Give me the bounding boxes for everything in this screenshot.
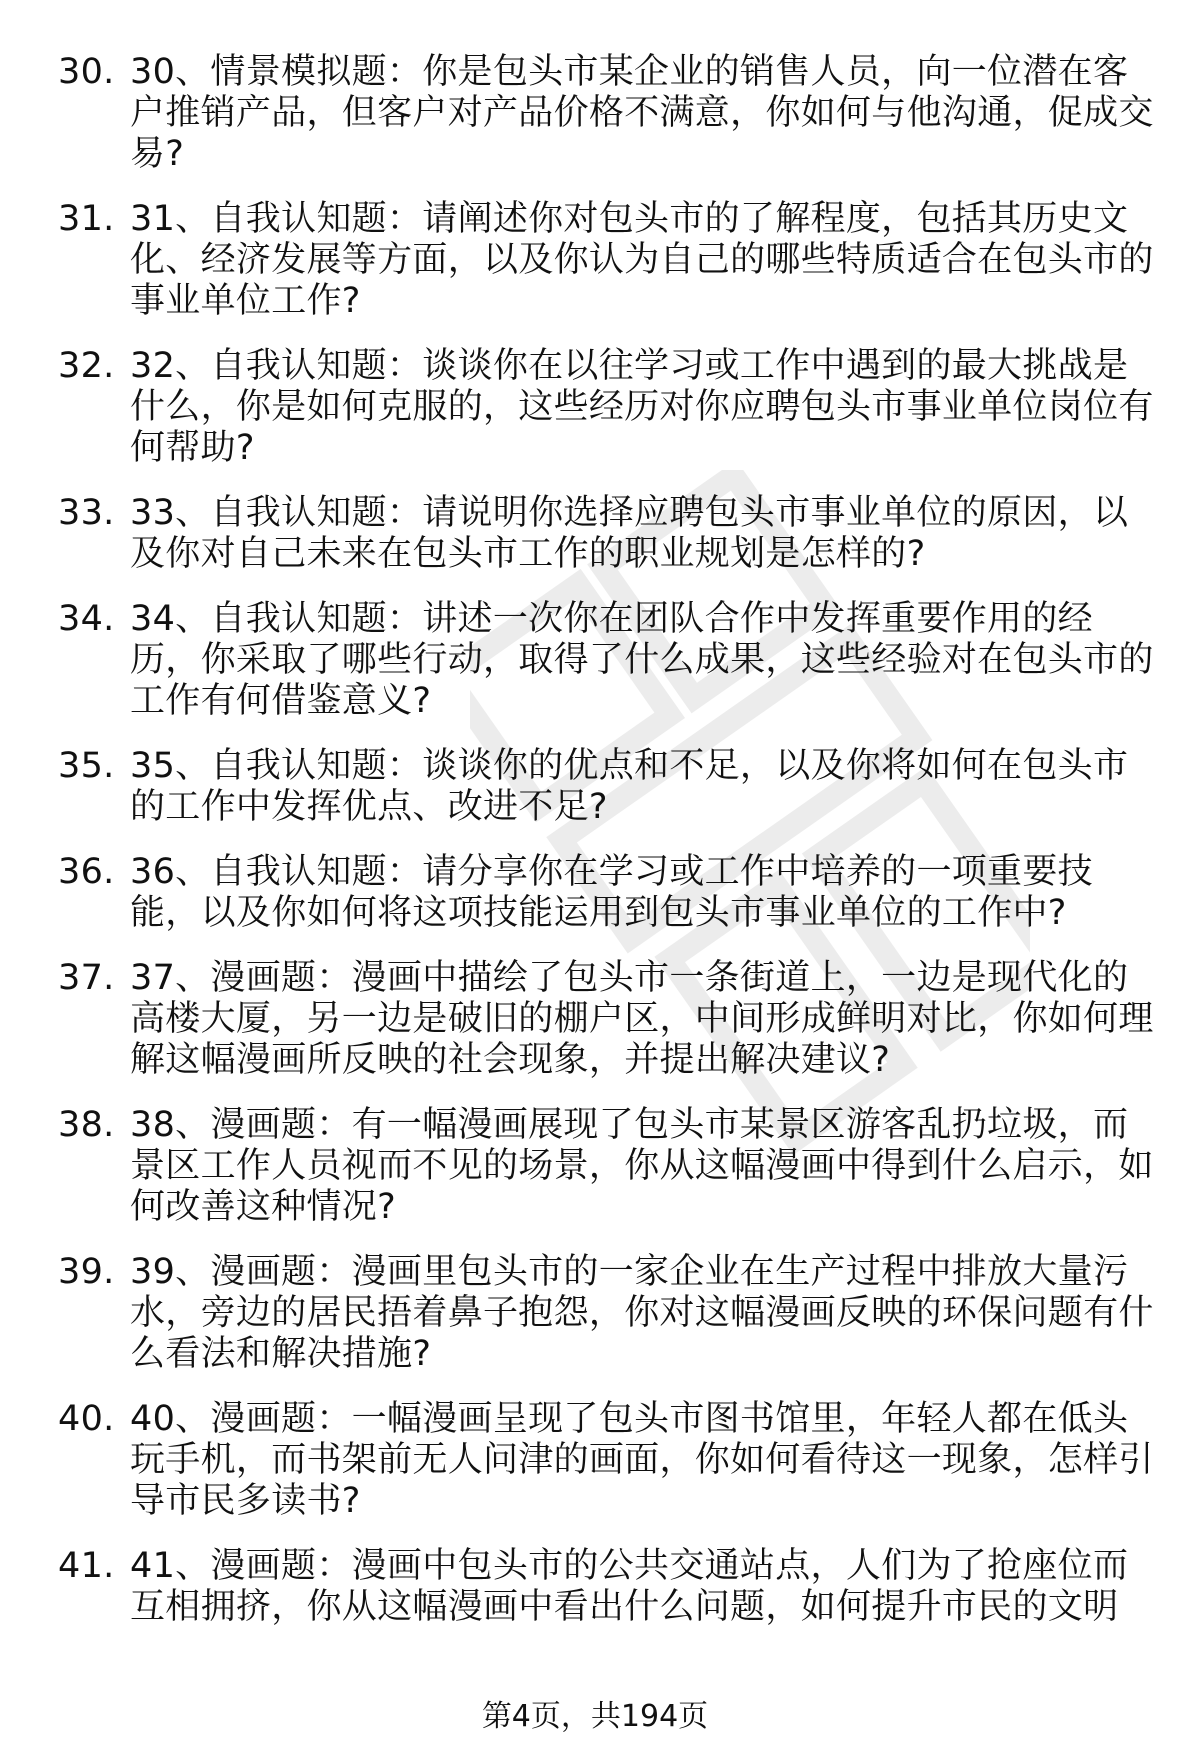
question-item-36 xyxy=(58,852,1158,934)
question-item-33 xyxy=(58,493,1158,575)
question-number: 40. xyxy=(58,1399,115,1439)
question-text: 33、自我认知题：请说明你选择应聘包头市事业单位的原因，以及你对自己未来在包头市工作的职业规划是怎样的? xyxy=(130,493,1129,574)
question-number: 39. xyxy=(58,1252,115,1292)
question-text: 41、漫画题：漫画中包头市的公共交通站点，人们为了抢座位而互相拥挤，你从这幅漫画中看出什么问题，如何提升市民的文明 xyxy=(130,1546,1129,1627)
question-item-37 xyxy=(58,958,1158,1081)
question-number: 33. xyxy=(58,493,115,533)
question-item-34 xyxy=(58,599,1158,722)
question-item-41 xyxy=(58,1546,1158,1628)
question-item-39 xyxy=(58,1252,1158,1375)
question-list xyxy=(58,52,1158,1652)
question-text: 36、自我认知题：请分享你在学习或工作中培养的一项重要技能，以及你如何将这项技能运用到包头市事业单位的工作中? xyxy=(130,852,1093,933)
question-text: 38、漫画题：有一幅漫画展现了包头市某景区游客乱扔垃圾，而景区工作人员视而不见的场景，你从这幅漫画中得到什么启示，如何改善这种情况? xyxy=(130,1105,1154,1227)
question-number: 30. xyxy=(58,52,115,92)
question-text: 32、自我认知题：谈谈你在以往学习或工作中遇到的最大挑战是什么，你是如何克服的，这些经历对你应聘包头市事业单位岗位有何帮助? xyxy=(130,346,1154,468)
page-number-label: 第4页，共194页 xyxy=(481,1699,709,1734)
question-text: 39、漫画题：漫画里包头市的一家企业在生产过程中排放大量污水，旁边的居民捂着鼻子抱怨，你对这幅漫画反映的环保问题有什么看法和解决措施? xyxy=(130,1252,1154,1374)
question-number: 35. xyxy=(58,746,115,786)
question-text: 34、自我认知题：讲述一次你在团队合作中发挥重要作用的经历，你采取了哪些行动，取得了什么成果，这些经验对在包头市的工作有何借鉴意义? xyxy=(130,599,1154,721)
question-item-35 xyxy=(58,746,1158,828)
question-number: 41. xyxy=(58,1546,115,1586)
question-text: 37、漫画题：漫画中描绘了包头市一条街道上，一边是现代化的高楼大厦，另一边是破旧的棚户区，中间形成鲜明对比，你如何理解这幅漫画所反映的社会现象，并提出解决建议? xyxy=(130,958,1154,1080)
page-footer xyxy=(0,1698,1190,1736)
question-item-40 xyxy=(58,1399,1158,1522)
question-text: 30、情景模拟题：你是包头市某企业的销售人员，向一位潜在客户推销产品，但客户对产品价格不满意，你如何与他沟通，促成交易? xyxy=(130,52,1154,174)
question-item-30 xyxy=(58,52,1158,175)
question-text: 31、自我认知题：请阐述你对包头市的了解程度，包括其历史文化、经济发展等方面，以及你认为自己的哪些特质适合在包头市的事业单位工作? xyxy=(130,199,1154,321)
question-text: 40、漫画题：一幅漫画呈现了包头市图书馆里，年轻人都在低头玩手机，而书架前无人问津的画面，你如何看待这一现象，怎样引导市民多读书? xyxy=(130,1399,1154,1521)
question-number: 36. xyxy=(58,852,115,892)
question-number: 38. xyxy=(58,1105,115,1145)
question-number: 32. xyxy=(58,346,115,386)
question-number: 31. xyxy=(58,199,115,239)
question-item-31 xyxy=(58,199,1158,322)
question-number: 34. xyxy=(58,599,115,639)
question-item-38 xyxy=(58,1105,1158,1228)
question-number: 37. xyxy=(58,958,115,998)
question-item-32 xyxy=(58,346,1158,469)
question-text: 35、自我认知题：谈谈你的优点和不足，以及你将如何在包头市的工作中发挥优点、改进不足? xyxy=(130,746,1129,827)
